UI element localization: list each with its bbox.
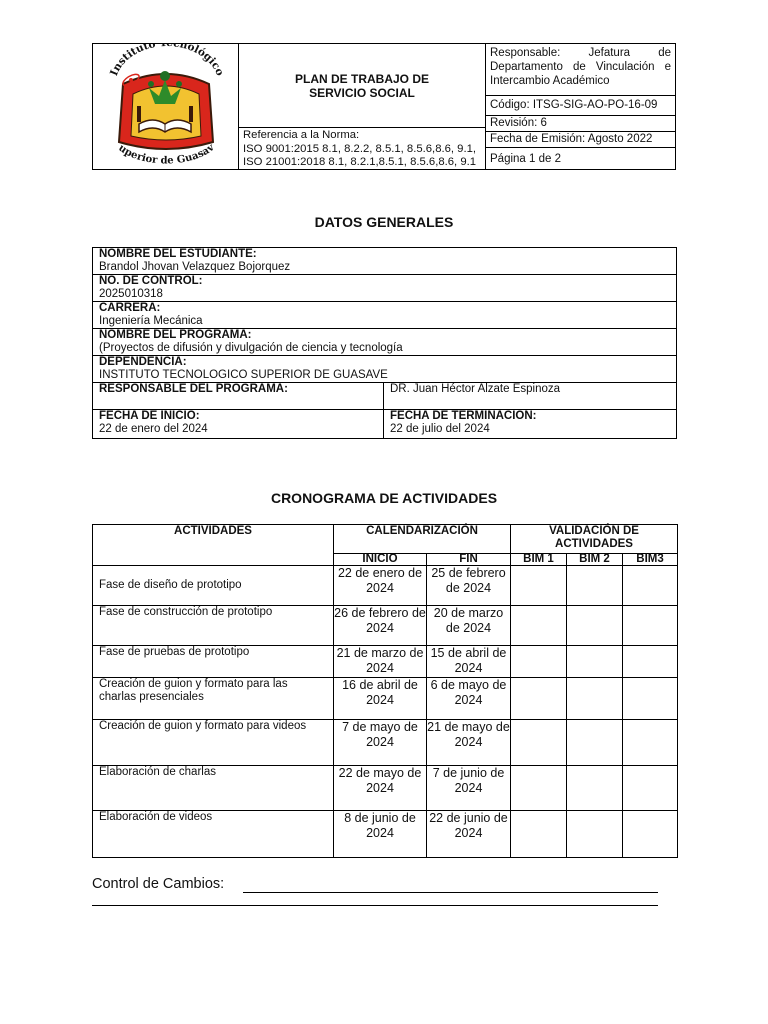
header-middle	[239, 44, 486, 169]
bim2-cell	[567, 766, 623, 811]
bim2-cell	[567, 811, 623, 858]
program-responsible-row: RESPONSABLE DEL PROGRAMA: DR. Juan Héctor Alzate Espinoza	[93, 383, 676, 410]
table-row: Elaboración de videos 8 de junio de 2024 22 de junio de 2024	[93, 811, 678, 858]
bim1-cell	[511, 811, 567, 858]
norm-reference: Referencia a la Norma: ISO 9001:2015 8.1, 8.2.2, 8.5.1, 8.5.6,8.6, 9.1, ISO 21001:2018 8.1, 8.2.1,8.5.1, 8.5.6,8.6, 9.1	[243, 129, 477, 168]
bim3-cell	[623, 720, 678, 766]
bim2-cell	[567, 606, 623, 646]
start-header: INICIO	[334, 554, 427, 566]
table-row: Elaboración de charlas 22 de mayo de 2024 7 de junio de 2024	[93, 766, 678, 811]
institute-logo	[93, 44, 239, 169]
revision-number: Revisión: 6	[486, 116, 675, 132]
activities-header: ACTIVIDADES	[93, 525, 334, 566]
change-control-line-2	[92, 889, 658, 906]
bim3-cell	[623, 678, 678, 720]
dependency-row: DEPENDENCIA: INSTITUTO TECNOLOGICO SUPERIOR DE GUASAVE	[93, 356, 676, 383]
end-header: FIN	[427, 554, 511, 566]
page-number: Página 1 de 2	[490, 153, 561, 165]
logo-cell	[93, 44, 239, 169]
general-data-title: DATOS GENERALES	[314, 214, 454, 230]
bim2-cell	[567, 678, 623, 720]
calendar-header: CALENDARIZACIÓN	[334, 525, 511, 554]
table-row: Fase de diseño de prototipo 22 de enero de 2024 25 de febrero de 2024	[93, 566, 678, 606]
bim1-cell	[511, 606, 567, 646]
bim1-cell	[511, 720, 567, 766]
table-row: Fase de pruebas de prototipo 21 de marzo de 2024 15 de abril de 2024	[93, 646, 678, 678]
bim2-cell	[567, 720, 623, 766]
svg-text:Superior de Guasave: uperior de Guasav	[116, 142, 217, 167]
table-row: Creación de guion y formato para las charlas presenciales 16 de abril de 2024 6 de mayo de 2024	[93, 678, 678, 720]
bim2-cell	[567, 566, 623, 606]
bim1-header: BIM 1	[511, 554, 567, 566]
validation-header: VALIDACIÓN DE ACTIVIDADES	[511, 525, 678, 554]
bim3-cell	[623, 811, 678, 858]
document-header	[92, 43, 676, 170]
table-row: Fase de construcción de prototipo 26 de febrero de 2024 20 de marzo de 2024	[93, 606, 678, 646]
responsible-field: Responsable: Jefatura de Departamento de Vinculación e Intercambio Académico	[486, 44, 675, 96]
program-row: NOMBRE DEL PROGRAMA: (Proyectos de difusión y divulgación de ciencia y tecnología	[93, 329, 676, 356]
document-title: PLAN DE TRABAJO DE SERVICIO SOCIAL	[239, 44, 485, 128]
bim2-header: BIM 2	[567, 554, 623, 566]
bim3-header: BIM3	[623, 554, 678, 566]
bim2-cell	[567, 646, 623, 678]
dates-row: FECHA DE INICIO: 22 de enero del 2024 FECHA DE TERMINACION: 22 de julio del 2024	[93, 410, 676, 438]
schedule-table	[92, 524, 678, 858]
bim3-cell	[623, 566, 678, 606]
bim1-cell	[511, 566, 567, 606]
schedule-title: CRONOGRAMA DE ACTIVIDADES	[270, 490, 498, 506]
change-control-label: Control de Cambios:	[92, 876, 225, 892]
document-code: Código: ITSG-SIG-AO-PO-16-09	[486, 96, 675, 116]
control-number-row: NO. DE CONTROL: 2025010318	[93, 275, 676, 302]
bim3-cell	[623, 646, 678, 678]
issue-date: Fecha de Emisión: Agosto 2022	[486, 132, 675, 148]
header-right	[486, 44, 675, 169]
bim3-cell	[623, 606, 678, 646]
career-row: CARRERA: Ingeniería Mecánica	[93, 302, 676, 329]
svg-text:Instituto Tecnológico: Instituto nológico	[108, 44, 226, 78]
student-name-row: NOMBRE DEL ESTUDIANTE: Brandol Jhovan Velazquez Bojorquez	[93, 248, 676, 275]
bim3-cell	[623, 766, 678, 811]
bim1-cell	[511, 678, 567, 720]
table-row: Creación de guion y formato para videos 7 de mayo de 2024 21 de mayo de 2024	[93, 720, 678, 766]
general-data-table	[92, 247, 677, 439]
bim1-cell	[511, 766, 567, 811]
bim1-cell	[511, 646, 567, 678]
